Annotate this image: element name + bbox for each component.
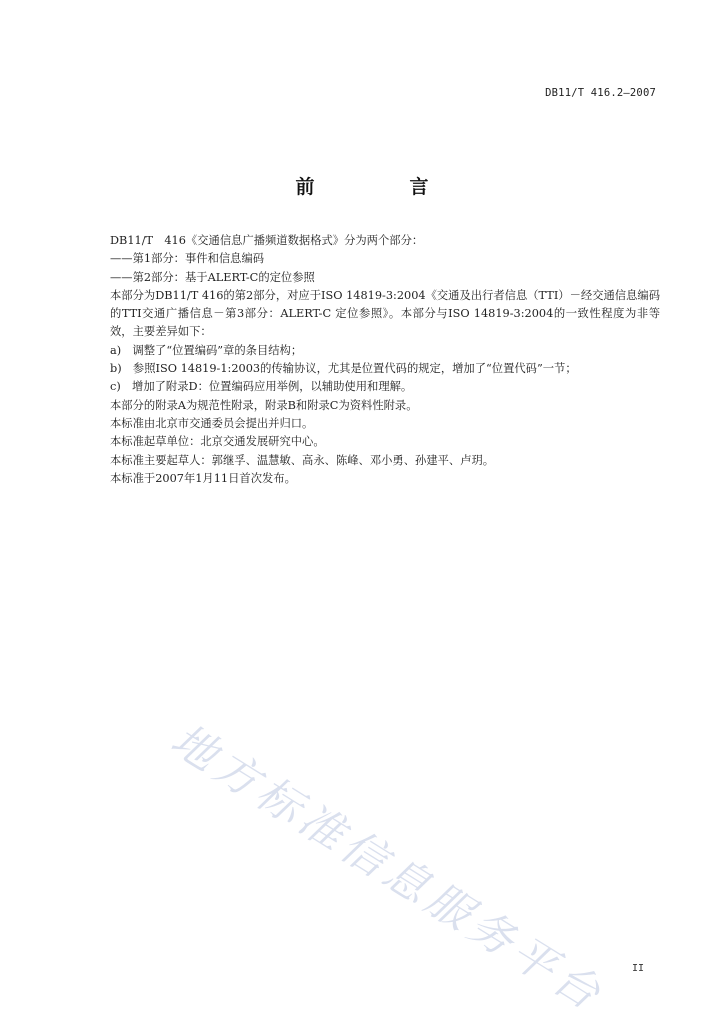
paragraph-annexes: 本部分的附录A为规范性附录，附录B和附录C为资料性附录。 (110, 398, 418, 412)
paragraph-part-1: ——第1部分：事件和信息编码 (110, 252, 265, 266)
paragraph-proposer: 本标准由北京市交通委员会提出并归口。 (110, 416, 314, 430)
list-item-a: a) 调整了“位置编码”章的条目结构； (110, 343, 303, 357)
paragraph-part-2: ——第2部分：基于ALERT-C的定位参照 (110, 270, 315, 284)
paragraph-release: 本标准于2007年1月11日首次发布。 (110, 471, 296, 485)
document-body (88, 232, 660, 488)
page-title: 前 言 (295, 176, 467, 198)
document-code: DB11/T 416.2—2007 (545, 87, 656, 99)
paragraph-parts-intro: DB11/T 416《交通信息广播频道数据格式》分为两个部分： (110, 234, 424, 247)
paragraph-correspondence (88, 287, 660, 342)
paragraph-drafters: 本标准主要起草人：郭继孚、温慧敏、高永、陈峰、邓小勇、孙建平、卢玥。 (110, 453, 495, 467)
list-item-c: c) 增加了附录D：位置编码应用举例，以辅助使用和理解。 (110, 380, 413, 394)
paragraph-correspondence-text: 本部分为DB11/T 416的第2部分，对应于ISO 14819-3:2004《交通及出行者信息（TTI）－经交通信息编码的TTI交通广播信息－第3部分：ALERT-C 定位参照》。本部分与ISO 14819-3:2004的一致性程度为非等效，主要差异如下： (110, 288, 660, 339)
watermark: 地方标准信息服务平台 (162, 714, 614, 1023)
page-number: II (631, 963, 644, 974)
paragraph-drafting-unit: 本标准起草单位：北京交通发展研究中心。 (110, 435, 325, 449)
list-item-b: b) 参照ISO 14819-1:2003的传输协议，尤其是位置代码的规定，增加了“位置代码”一节； (110, 362, 577, 376)
